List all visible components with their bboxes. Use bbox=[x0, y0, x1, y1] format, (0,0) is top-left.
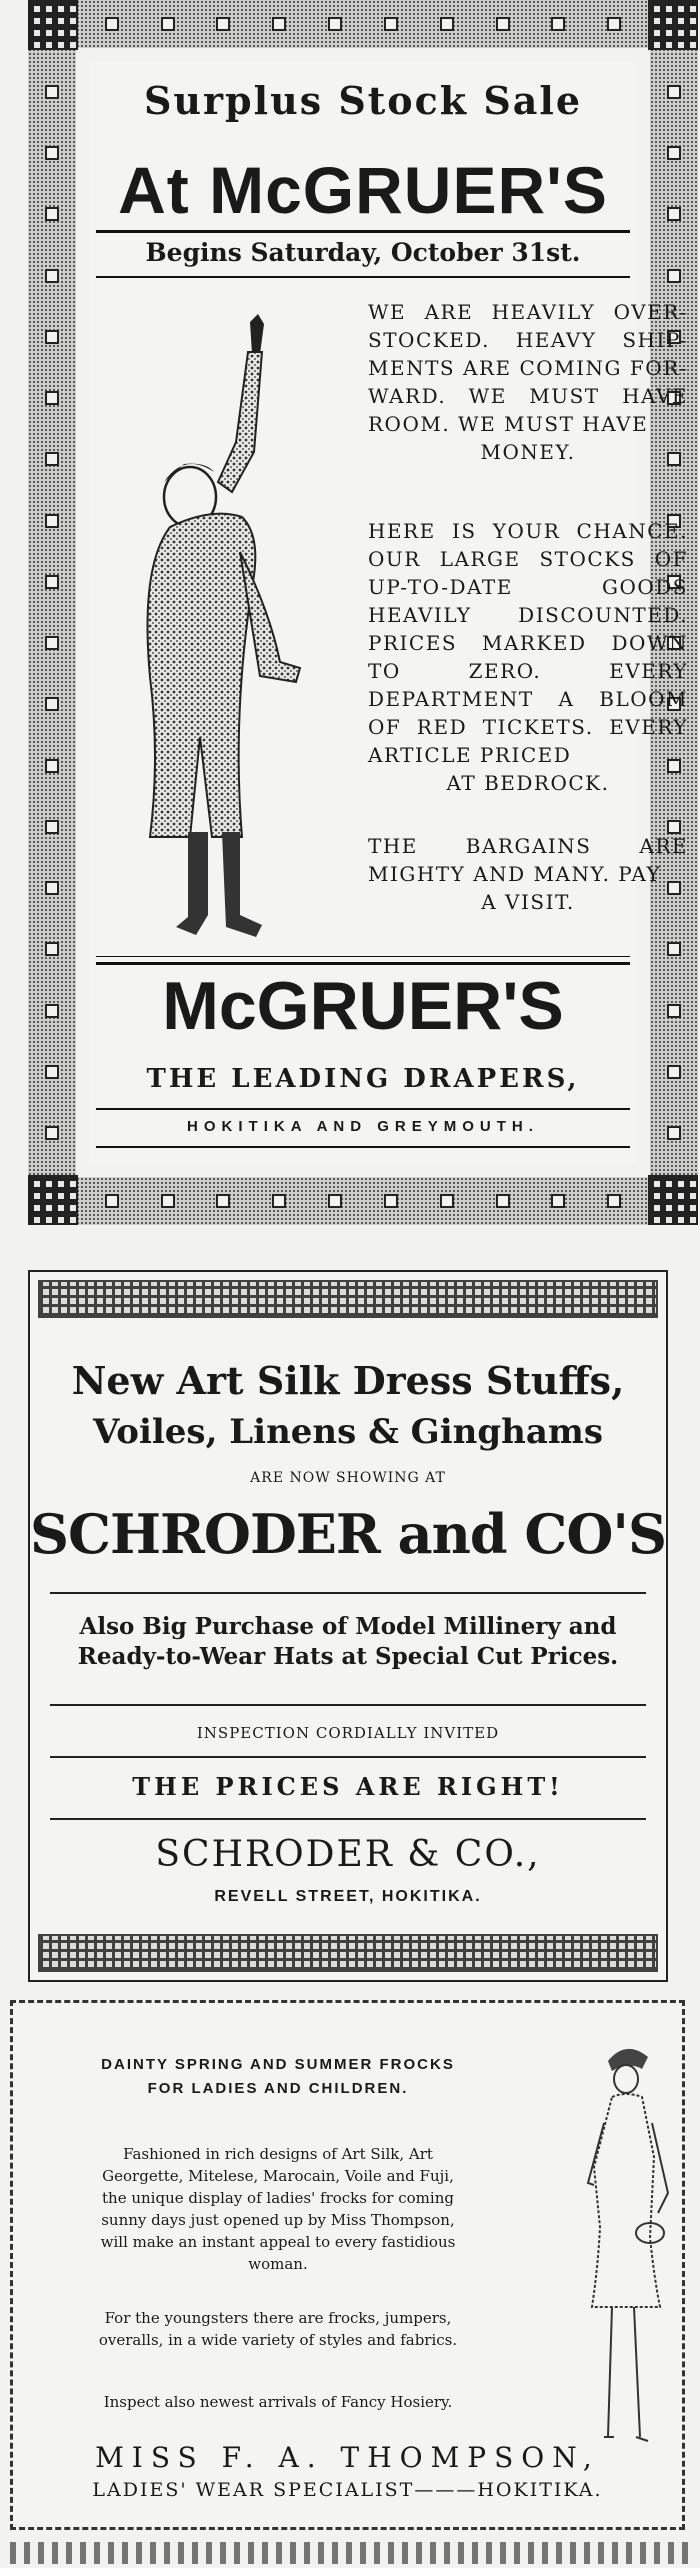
divider bbox=[96, 962, 630, 965]
divider bbox=[96, 956, 630, 957]
store-title: At McGRUER'S bbox=[118, 153, 608, 227]
prices-slogan: THE PRICES ARE RIGHT! bbox=[132, 1772, 564, 1801]
left-border bbox=[28, 0, 76, 1225]
store-tagline: THE LEADING DRAPERS, bbox=[146, 1064, 580, 1094]
greek-key-border-bottom bbox=[38, 1934, 658, 1972]
hosiery-notice: Inspect also newest arrivals of Fancy Hosiery. bbox=[103, 2393, 453, 2411]
sale-headline: Surplus Stock Sale bbox=[143, 78, 583, 123]
top-border bbox=[28, 0, 698, 48]
divider bbox=[50, 1818, 646, 1820]
lady-fashion-illustration bbox=[568, 2043, 678, 2463]
divider bbox=[96, 230, 630, 233]
copy-paragraph-1: WE ARE HEAVILY OVER-STOCKED. HEAVY SHIP-MENTS ARE COMING FOR-WARD. WE MUST HAVE ROOM. WE MUST HAVE MONEY. bbox=[368, 300, 688, 464]
divider bbox=[50, 1756, 646, 1758]
frocks-description: Fashioned in rich designs of Art Silk, Art Georgette, Mitelese, Marocain, Voile and Fuji, the unique display of ladies' frocks for coming sunny days just opened up by Miss Thompson, will make an instant appeal to every fastidious woman. bbox=[100, 2145, 456, 2273]
showing-notice: ARE NOW SHOWING AT bbox=[250, 1470, 446, 1486]
divider bbox=[96, 1108, 630, 1110]
corner-ornament bbox=[28, 0, 78, 50]
store-name: McGRUER'S bbox=[162, 968, 564, 1044]
thompson-advertisement bbox=[10, 2000, 685, 2530]
corner-ornament bbox=[648, 0, 698, 50]
divider bbox=[50, 1592, 646, 1594]
divider bbox=[96, 276, 630, 278]
inspection-notice: INSPECTION CORDIALLY INVITED bbox=[196, 1724, 500, 1742]
proprietor-name: MISS F. A. THOMPSON, bbox=[95, 2441, 600, 2474]
page-bottom-border bbox=[10, 2542, 690, 2564]
product-line-1: New Art Silk Dress Stuffs, bbox=[71, 1358, 625, 1403]
sale-date: Begins Saturday, October 31st. bbox=[145, 238, 581, 267]
greek-key-border-top bbox=[38, 1280, 658, 1318]
store-locations: HOKITIKA AND GREYMOUTH. bbox=[187, 1118, 539, 1135]
specialist-footer: LADIES' WEAR SPECIALIST———HOKITIKA. bbox=[92, 2479, 603, 2501]
mcgruer-advertisement bbox=[28, 0, 698, 1225]
bottom-border bbox=[28, 1177, 698, 1225]
store-name: SCHRODER and CO'S bbox=[30, 1502, 666, 1566]
mcgruer-panel bbox=[90, 62, 688, 1163]
divider bbox=[96, 1146, 630, 1148]
company-name: SCHRODER & CO., bbox=[155, 1834, 541, 1875]
divider bbox=[50, 1704, 646, 1706]
millinery-notice: Also Big Purchase of Model Millinery and Ready-to-Wear Hats at Special Cut Prices. bbox=[77, 1613, 619, 1670]
frocks-heading: DAINTY SPRING AND SUMMER FROCKS FOR LADIES AND CHILDREN. bbox=[101, 2056, 455, 2097]
schroder-advertisement bbox=[28, 1270, 668, 1982]
corner-ornament bbox=[648, 1175, 698, 1225]
pointing-man-illustration bbox=[130, 312, 360, 962]
product-line-2: Voiles, Linens & Ginghams bbox=[93, 1412, 603, 1452]
children-description: For the youngsters there are frocks, jumpers, overalls, in a wide variety of styles and fabrics. bbox=[98, 2309, 458, 2349]
corner-ornament bbox=[28, 1175, 78, 1225]
company-address: REVELL STREET, HOKITIKA. bbox=[214, 1888, 482, 1905]
copy-paragraph-2: HERE IS YOUR CHANCE. OUR LARGE STOCKS OF UP-TO-DATE GOODS HEAVILY DISCOUNTED. PRICES MARKED DOWN TO ZERO. EVERY DEPARTMENT A BLOOM OF RED TICKETS. EVERY ARTICLE PRICED AT BEDROCK. bbox=[368, 519, 688, 795]
copy-paragraph-3: THE BARGAINS ARE MIGHTY AND MANY. PAY A VISIT. bbox=[368, 834, 688, 914]
